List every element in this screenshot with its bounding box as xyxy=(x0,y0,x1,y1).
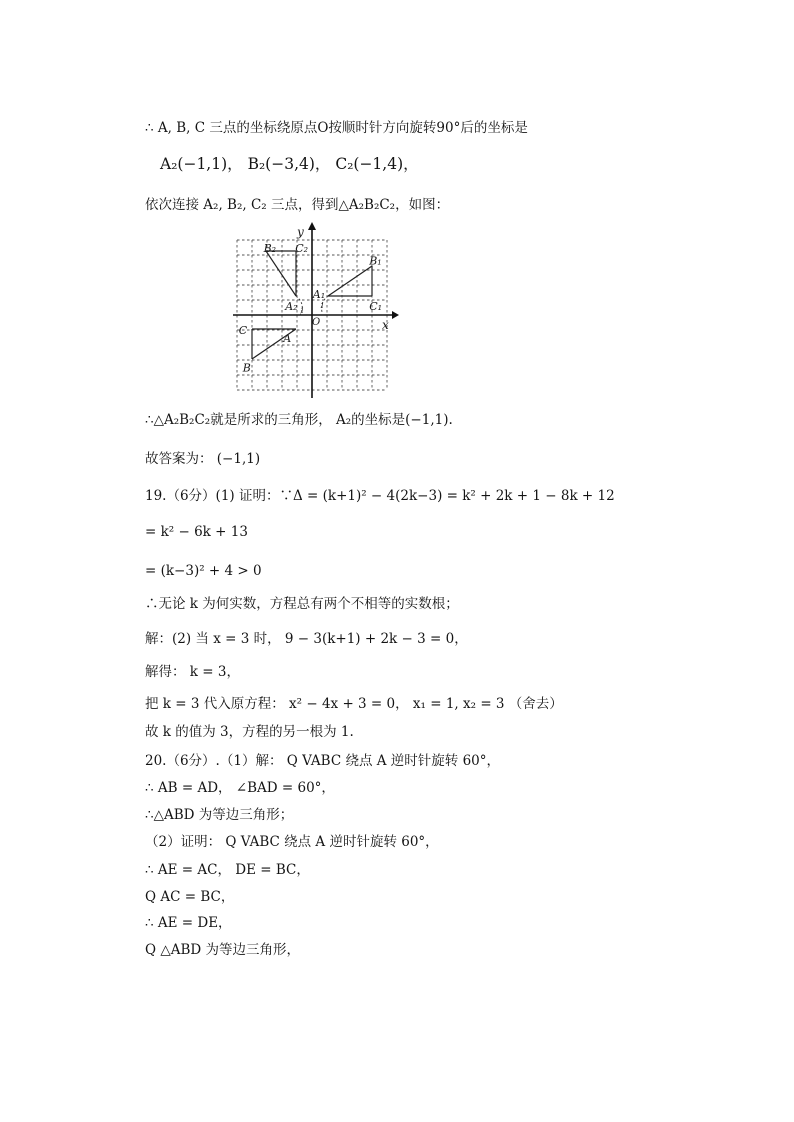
text-line-14: 20.（6分）.（1）解： Q VABC 绕点 A 逆时针旋转 60°， xyxy=(145,753,501,769)
text-line-19: Q AC = BC， xyxy=(145,889,235,905)
point-label: A xyxy=(283,331,292,345)
text-line-10: 解：(2) 当 x = 3 时， 9 − 3(k+1) + 2k − 3 = 0， xyxy=(145,631,468,647)
coordinate-grid-figure xyxy=(230,222,400,400)
x-axis-label: x xyxy=(382,318,389,332)
text-line-6: 19.（6分）(1) 证明：∵Δ = (k+1)² − 4(2k−3) = k² + 2k + 1 − 8k + 12 xyxy=(145,488,615,504)
small-mark-2: 1 xyxy=(320,302,325,310)
text-line-12: 把 k = 3 代入原方程： x² − 4x + 3 = 0， x₁ = 1, x₂ = 3 （舍去） xyxy=(145,696,563,712)
point-label: B xyxy=(242,361,251,375)
point-label: C₁ xyxy=(369,300,383,314)
point-label: B₁ xyxy=(369,254,382,268)
point-label: B₂ xyxy=(263,241,277,255)
text-line-3: 依次连接 A₂, B₂, C₂ 三点，得到△A₂B₂C₂，如图： xyxy=(145,197,450,213)
text-line-15: ∴ AB = AD， ∠BAD = 60°， xyxy=(145,780,335,796)
point-label: C₂ xyxy=(295,241,309,255)
origin-label: O xyxy=(312,317,321,328)
point-label: C xyxy=(238,323,248,337)
text-line-7: = k² − 6k + 13 xyxy=(145,524,248,540)
triangle-a2b2c2 xyxy=(266,251,296,296)
point-labels xyxy=(239,242,382,375)
y-axis-label: y xyxy=(297,225,304,239)
small-mark-1: 1 xyxy=(300,307,305,315)
y-axis-arrow xyxy=(308,222,316,230)
point-label: A₁ xyxy=(312,288,326,302)
text-line-20: ∴ AE = DE， xyxy=(145,915,232,931)
text-line-9: ∴无论 k 为何实数，方程总有两个不相等的实数根； xyxy=(145,596,459,612)
text-line-21: Q △ABD 为等边三角形， xyxy=(145,942,301,958)
text-line-11: 解得： k = 3， xyxy=(145,664,240,680)
text-line-18: ∴ AE = AC， DE = BC， xyxy=(145,862,310,878)
text-line-5: 故答案为： (−1,1) xyxy=(145,451,261,467)
text-line-2: A₂(−1,1)， B₂(−3,4)， C₂(−1,4)， xyxy=(160,155,419,173)
text-line-1: ∴ A, B, C 三点的坐标绕原点O按顺时针方向旋转90°后的坐标是 xyxy=(145,120,528,136)
text-line-8: = (k−3)² + 4 > 0 xyxy=(145,563,262,579)
x-axis-arrow xyxy=(392,311,399,319)
text-line-16: ∴△ABD 为等边三角形； xyxy=(145,807,294,823)
triangle-a1b1c1 xyxy=(328,266,372,296)
point-label: A₂ xyxy=(285,300,298,314)
text-line-4: ∴△A₂B₂C₂就是所求的三角形， A₂的坐标是(−1,1). xyxy=(145,412,453,428)
text-line-13: 故 k 的值为 3，方程的另一根为 1. xyxy=(145,724,354,740)
text-line-17: （2）证明： Q VABC 绕点 A 逆时针旋转 60°， xyxy=(145,834,439,850)
